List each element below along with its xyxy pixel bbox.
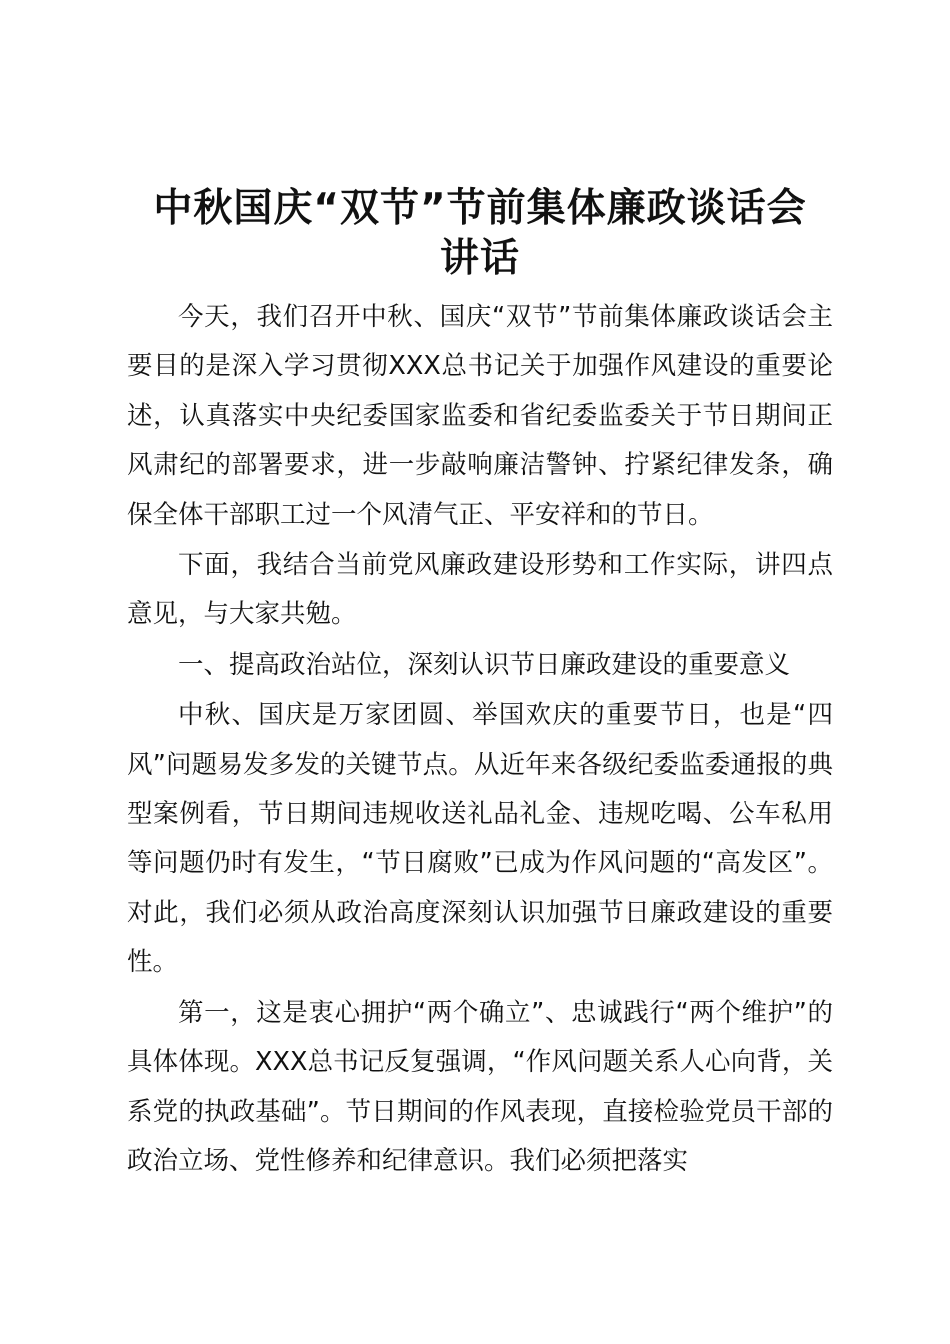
document-body — [127, 293, 833, 1186]
paragraph-point-1: 第一，这是衷心拥护“两个确立”、忠诚践行“两个维护”的具体体现。XXX总书记反复强调，“作风问题关系人心向背，关系党的执政基础”。节日期间的作风表现，直接检验党员干部的政治立场、党性修养和纪律意识。我们必须把落实 — [127, 997, 833, 1176]
paragraph-section-1: 中秋、国庆是万家团圆、举国欢庆的重要节日，也是“四风”问题易发多发的关键节点。从近年来各级纪委监委通报的典型案例看，节日期间违规收送礼品礼金、违规吃喝、公车私用等问题仍时有发生，“节日腐败”已成为作风问题的“高发区”。对此，我们必须从政治高度深刻认识加强节日廉政建设的重要性。 — [127, 700, 833, 978]
document-title — [127, 184, 833, 284]
title-line-2: 讲话 — [439, 236, 520, 281]
paragraph-outline: 下面，我结合当前党风廉政建设形势和工作实际，讲四点意见，与大家共勉。 — [127, 550, 833, 630]
section-heading-1: 一、提高政治站位，深刻认识节日廉政建设的重要意义 — [178, 649, 791, 680]
title-line-1: 中秋国庆“双节”节前集体廉政谈话会 — [153, 186, 807, 231]
paragraph-intro: 今天，我们召开中秋、国庆“双节”节前集体廉政谈话会主要目的是深入学习贯彻XXX总书记关于加强作风建设的重要论述，认真落实中央纪委国家监委和省纪委监委关于节日期间正风肃纪的部署要求，进一步敲响廉洁警钟、拧紧纪律发条，确保全体干部职工过一个风清气正、平安祥和的节日。 — [127, 302, 833, 530]
document-page — [127, 184, 833, 1187]
